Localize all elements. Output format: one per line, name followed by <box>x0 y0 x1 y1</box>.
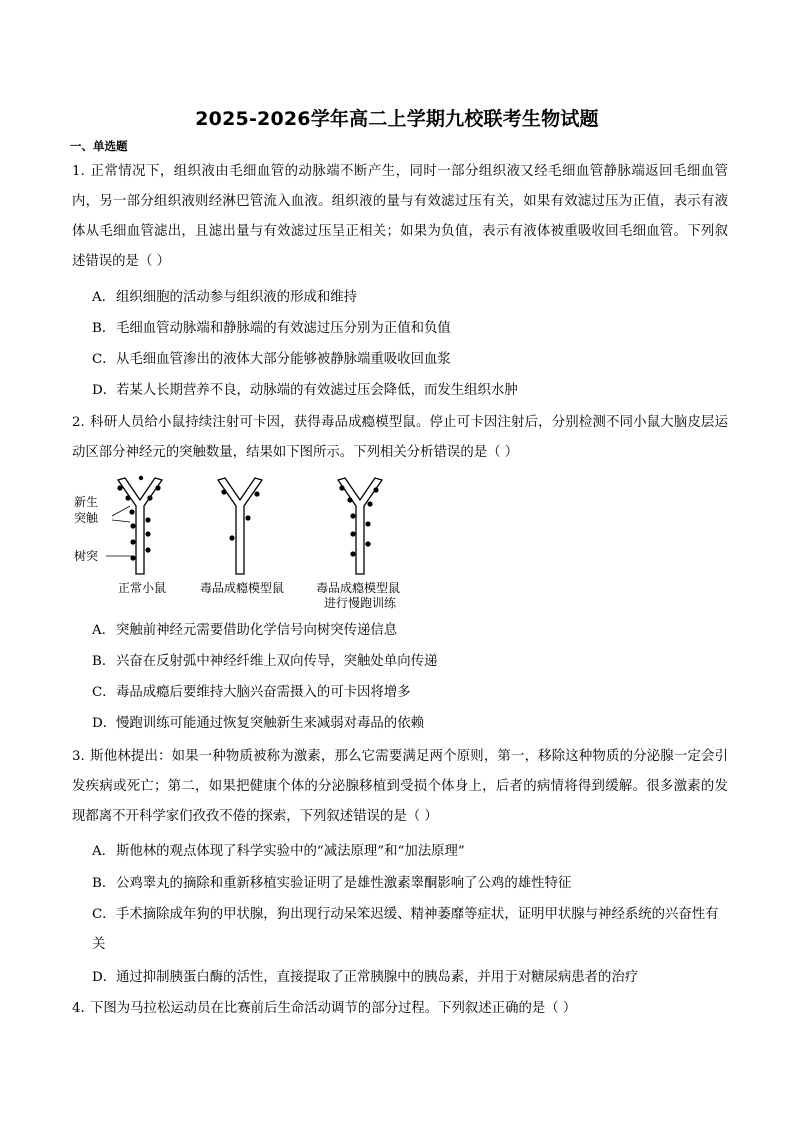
dendrite-normal <box>118 478 162 574</box>
question-number: 2. <box>72 415 85 430</box>
option-text: 组织细胞的活动参与组织液的形成和维持 <box>116 290 358 305</box>
question-number: 3. <box>72 749 85 764</box>
question-text: 正常情况下，组织液由毛细血管的动脉端不断产生，同时一部分组织液又经毛细血管静脉端返回毛细血管内，另一部分组织液则经淋巴管流入血液。组织液的量与有效滤过压有关，如果有效滤过压为正值，表示有液体从毛细血管滤出，且滤出量与有效滤过压呈正相关；如果为负值，表示有液体被重吸收回毛细血管。下列叙述错误的是（ ） <box>72 164 728 269</box>
option-text: 公鸡睾丸的摘除和重新移植实验证明了是雄性激素睾酮影响了公鸡的雄性特征 <box>116 876 572 891</box>
caption-normal-mouse: 正常小鼠 <box>118 581 167 595</box>
dendrite-figure <box>70 474 430 614</box>
section-heading: 一、单选题 <box>70 139 128 153</box>
option-label: B． <box>92 654 116 669</box>
q3-option-c[interactable] <box>92 900 728 960</box>
q2-option-d[interactable] <box>92 709 728 739</box>
option-label: D． <box>92 383 117 398</box>
option-text: 通过抑制胰蛋白酶的活性，直接提取了正常胰腺中的胰岛素，并用于对糖尿病患者的治疗 <box>116 970 639 985</box>
q1-option-d[interactable] <box>92 376 728 406</box>
option-text: 突触前神经元需要借助化学信号向树突传递信息 <box>116 623 398 638</box>
option-label: C． <box>92 685 116 700</box>
option-label: D． <box>92 970 117 985</box>
option-label: A. <box>92 844 106 859</box>
option-label: C． <box>92 352 116 367</box>
question-2 <box>72 408 728 468</box>
page-title: 2025-2026学年高二上学期九校联考生物试题 <box>195 108 599 130</box>
q3-option-a[interactable] <box>92 837 728 867</box>
spines-running <box>339 485 378 556</box>
option-label: B． <box>92 321 116 336</box>
pointer-line <box>112 520 130 522</box>
q3-option-d[interactable] <box>92 963 728 993</box>
figure-label-synapse: 突触 <box>74 511 99 525</box>
option-text: 慢跑训练可能通过恢复突触新生来减弱对毒品的依赖 <box>116 716 424 731</box>
option-label: A. <box>92 623 106 638</box>
option-text: 兴奋在反射弧中神经纤维上双向传导，突触处单向传递 <box>116 654 438 669</box>
question-text: 科研人员给小鼠持续注射可卡因，获得毒品成瘾模型鼠。停止可卡因注射后，分别检测不同小鼠大脑皮层运动区部分神经元的突触数量，结果如下图所示。下列相关分析错误的是（ ） <box>72 415 728 460</box>
question-text: 斯他林提出：如果一种物质被称为激素，那么它需要满足两个原则，第一，移除这种物质的分泌腺一定会引发疾病或死亡；第二，如果把健康个体的分泌腺移植到受损个体身上，后者的病情将得到缓解。很多激素的发现都离不开科学家们孜孜不倦的探索，下列叙述错误的是（ ） <box>72 749 728 824</box>
q1-option-c[interactable] <box>92 345 728 375</box>
option-label: B． <box>92 876 116 891</box>
q2-option-c[interactable] <box>92 678 728 708</box>
option-text: 从毛细血管渗出的液体大部分能够被静脉端重吸收回血浆 <box>116 352 451 367</box>
question-number: 1. <box>72 164 85 179</box>
figure-label-dendrite: 树突 <box>74 549 99 563</box>
option-text: 若某人长期营养不良，动脉端的有效滤过压会降低，而发生组织水肿 <box>116 383 518 398</box>
option-text: 斯他林的观点体现了科学实验中的“减法原理”和“加法原理” <box>116 844 465 859</box>
question-text: 下图为马拉松运动员在比赛前后生命活动调节的部分过程。下列叙述正确的是（ ） <box>90 1001 577 1016</box>
spines-addicted <box>221 489 259 540</box>
question-1 <box>72 157 728 277</box>
q1-option-a[interactable] <box>92 283 728 313</box>
option-label: A. <box>92 290 106 305</box>
option-label: C． <box>92 907 116 922</box>
q2-option-a[interactable] <box>92 616 728 646</box>
q3-option-b[interactable] <box>92 869 728 899</box>
question-number: 4． <box>72 1001 94 1016</box>
pointer-line <box>112 506 130 516</box>
q2-option-b[interactable] <box>92 647 728 677</box>
caption-running-mouse-2: 进行慢跑训练 <box>324 596 397 610</box>
question-3 <box>72 742 728 832</box>
option-text: 手术摘除成年狗的甲状腺，狗出现行动呆笨迟缓、精神萎靡等症状，证明甲状腺与神经系统的兴奋性有关 <box>92 907 719 952</box>
caption-addicted-mouse: 毒品成瘾模型鼠 <box>200 581 285 595</box>
option-text: 毒品成瘾后要维持大脑兴奋需摄入的可卡因将增多 <box>116 685 411 700</box>
q1-option-b[interactable] <box>92 314 728 344</box>
figure-label-new: 新生 <box>74 495 99 509</box>
caption-running-mouse-1: 毒品成瘾模型鼠 <box>316 581 401 595</box>
question-4 <box>72 994 728 1024</box>
option-text: 毛细血管动脉端和静脉端的有效滤过压分别为正值和负值 <box>116 321 451 336</box>
option-label: D． <box>92 716 117 731</box>
